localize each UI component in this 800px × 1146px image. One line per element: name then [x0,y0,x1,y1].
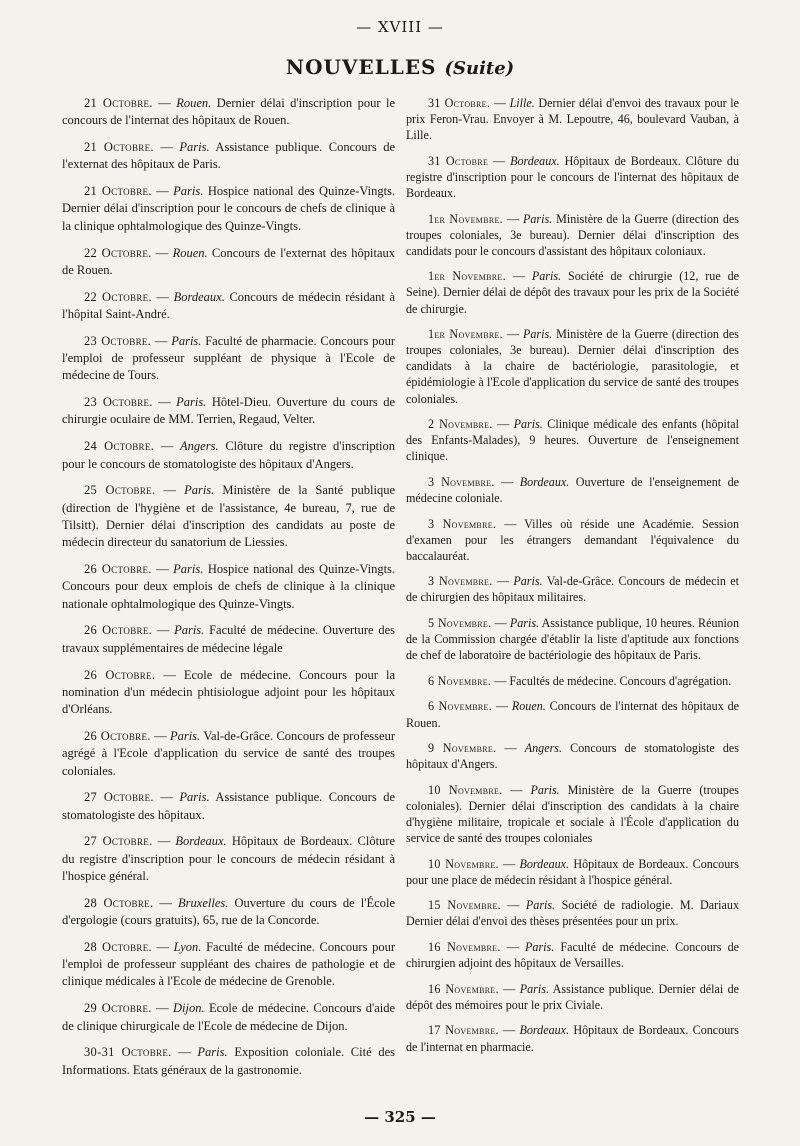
entry-text: Ministère de la Guerre (direction des troupes coloniales, 3e bureau). Dernier délai d'inscription des candidats à la chaire de bactériologie, parasitologie, et épidémiologie à l'Ecole d'application du service de santé des troupes coloniales. [406,327,739,406]
entry-date: 23 Octobre. [84,333,152,348]
entry-city: Paris. [513,417,543,432]
announcement-entry: 22 Octobre. — Bordeaux. Concours de médecin résidant à l'hôpital Saint-André. [62,289,396,321]
right-column [406,95,739,1064]
entry-city: Paris. [522,211,553,226]
entry-date: 23 Octobre. [84,395,153,410]
entry-city: Paris. [509,616,540,631]
entry-text: Clinique médicale des enfants (hôpital des Enfants-Malades), 9 heures. Ouverture de l'enseignement clinique. [406,417,739,464]
entry-text: Faculté de pharmacie. Concours pour l'emploi de professeur suppléant de physique à l'Ecole de médecine de Tours. [62,333,396,383]
announcement-entry: 27 Octobre. — Bordeaux. Hôpitaux de Bordeaux. Clôture du registre d'inscription pour le concours de médecin résidant à l'hospice général. [62,834,396,883]
entry-date: 21 Octobre. [84,96,153,110]
announcement-entry: 5 Novembre. — Paris. Assistance publique, 10 heures. Réunion de la Commission chargée d'établir la liste d'aptitude aux fonctions de chef de laboratoire de bactériologie des hôpitaux de Paris. [406,616,739,663]
entry-text: Société de chirurgie (12, rue de Seine). Dernier délai de dépôt des travaux pour les prix de la Société de chirurgie. [406,269,740,316]
entry-date: 31 Octobre. [428,96,491,110]
entry-text: Dernier délai d'envoi des travaux pour le prix Feron-Vrau. Envoyer à M. Lepoutre, 46, boulevard Vauban, à Lille. [406,96,740,143]
announcement-entry: 22 Octobre. — Rouen. Concours de l'externat des hôpitaux de Rouen. [62,245,396,277]
announcement-entry: 1er Novembre. — Paris. Ministère de la Guerre (direction des troupes coloniales, 3e bureau). Dernier délai d'inscription des candidats à la chaire de bactériologie, parasitologie, et épidémiologie à l'Ecole d'application du service de santé des troupes coloniales. [406,327,739,406]
entry-date: 10 Novembre. [428,856,499,871]
entry-city: Bordeaux. [519,1023,570,1038]
announcement-entry: 3 Novembre. — Bordeaux. Ouverture de l'enseignement de médecine coloniale. [406,474,739,505]
entry-city: Paris. [179,140,210,155]
entry-text: Faculté de médecine. Concours pour l'emploi de professeur suppléant des chaires de pathologie et de clinique médicales à l'Ecole de médecine de Grenoble. [62,939,395,989]
entry-text: Hôpitaux de Bordeaux. Concours de l'internat en pharmacie. [406,1023,739,1054]
running-page-label: — XVIII — [356,18,444,36]
announcement-entry: 3 Novembre. — Villes où réside une Académie. Session d'examen pour les étrangers demandant l'équivalence du baccalauréat. [406,516,739,563]
entry-text: Concours de l'externat des hôpitaux de Rouen. [62,245,396,277]
entry-date: 2 Novembre. [428,417,493,432]
announcement-entry: 30-31 Octobre. — Paris. Exposition coloniale. Cité des Informations. Etats généraux de la gastronomie. [62,1045,395,1077]
entry-date: 26 Octobre. [84,667,156,682]
entry-city: Bordeaux. [519,856,570,871]
entry-text: Société de radiologie. M. Dariaux Dernier délai d'envoi des thèses présentées pour un prix. [406,898,740,929]
entry-city: Paris. [525,898,556,913]
announcement-entry: 21 Octobre. — Paris. Assistance publique. Concours de l'externat des hôpitaux de Paris. [62,140,396,172]
entry-date: 1er Novembre. [428,269,506,284]
entry-text: Assistance publique. Concours de l'externat des hôpitaux de Paris. [62,140,396,172]
entry-date: 27 Octobre. [84,790,154,805]
announcement-entry: 26 Octobre. — Ecole de médecine. Concours pour la nomination d'un médecin phtisiologue adjoint pour les hôpitaux d'Orléans. [62,667,396,717]
entry-date: 3 Novembre. [428,574,493,589]
entry-date: 9 Novembre. [428,741,497,756]
announcement-entry: 16 Novembre. — Paris. Faculté de médecine. Concours de chirurgien adjoint des hôpitaux de Versailles. [406,940,740,971]
entry-date: 6 Novembre. [428,673,492,688]
entry-date: 3 Novembre. [428,516,497,531]
entry-city: Paris. [171,333,202,348]
entry-city: Rouen. [511,699,546,714]
announcement-entry: 21 Octobre. — Paris. Hospice national des Quinze-Vingts. Dernier délai d'inscription pour le concours de chefs de clinique à la clinique ophtalmologique des Quinze-Vingts. [62,184,396,233]
entry-city: Paris. [531,269,562,284]
entry-date: 28 Octobre. [84,895,154,910]
announcement-entry: 24 Octobre. — Angers. Clôture du registre d'inscription pour le concours de stomatologiste des hôpitaux d'Angers. [62,439,396,471]
entry-date: 21 Octobre. [84,140,154,155]
entry-text: Dernier délai d'inscription pour le concours de l'internat des hôpitaux de Rouen. [62,96,396,128]
entry-text: Ministère de la Santé publique (direction de l'hygiène et de l'assistance, 4e bureau, 7, rue de Tilsitt). Dernier délai d'inscription des candidats au poste de médecin directeur du sanatorium de Liessies. [62,483,395,550]
entry-date: 26 Octobre. [84,562,152,577]
announcement-entry: 31 Octobre — Bordeaux. Hôpitaux de Bordeaux. Clôture du registre d'inscription pour le concours de l'internat des hôpitaux de Bordeaux. [406,153,740,200]
announcement-entry: 26 Octobre. — Paris. Faculté de médecine. Ouverture des travaux supplémentaires de médecine légale [62,623,396,655]
entry-date: 27 Octobre. [84,834,153,849]
announcement-entry: 1er Novembre. — Paris. Société de chirurgie (12, rue de Seine). Dernier délai de dépôt des travaux pour les prix de la Société de chirurgie. [406,269,740,316]
entry-text: Villes où réside une Académie. Session d'examen pour les étrangers demandant l'équivalence du baccalauréat. [406,516,739,563]
entry-city: Lyon. [173,939,202,954]
entry-date: 29 Octobre. [84,1001,152,1016]
announcement-entry: 16 Novembre. — Paris. Assistance publique. Dernier délai de dépôt des mémoires pour le prix Civiale. [406,981,740,1012]
announcement-entry: 21 Octobre. — Rouen. Dernier délai d'inscription pour le concours de l'internat des hôpitaux de Rouen. [62,96,396,128]
entry-city: Bruxelles. [178,895,229,910]
entry-date: 22 Octobre. [84,245,152,260]
entry-city: Paris. [173,562,204,577]
announcement-entry: 1er Novembre. — Paris. Ministère de la Guerre (direction des troupes coloniales, 3e bureau). Dernier délai d'inscription des candidats pour le concours d'assistant des hôpitaux coloniaux. [406,211,739,258]
entry-text: Val-de-Grâce. Concours de médecin et de chirurgien des hôpitaux militaires. [406,574,739,605]
entry-city: Paris. [197,1045,228,1060]
entry-text: Faculté de médecine. Ouverture des travaux supplémentaires de médecine légale [62,623,396,655]
entry-text: Hospice national des Quinze-Vingts. Dernier délai d'inscription pour le concours de chefs de clinique à la clinique ophtalmologique des Quinze-Vingts. [62,184,396,233]
entry-date: 1er Novembre. [428,211,503,226]
entry-date: 26 Octobre. [84,623,153,638]
entry-text: Clôture du registre d'inscription pour le concours de stomatologiste des hôpitaux d'Angers. [62,439,396,471]
announcement-entry: 28 Octobre. — Bruxelles. Ouverture du cours de l'École d'ergologie (cours gratuits), 65, rue de la Concorde. [62,895,395,928]
entry-date: 5 Novembre. [428,616,492,631]
entry-city: Paris. [179,790,210,805]
title-suffix: (Suite) [444,58,515,79]
entry-text: Assistance publique. Concours de stomatologiste des hôpitaux. [62,790,396,822]
entry-date: 15 Novembre. [428,898,501,913]
announcement-entry: 10 Novembre. — Bordeaux. Hôpitaux de Bordeaux. Concours pour une place de médecin résidant à l'hospice général. [406,856,739,887]
announcement-entry: 27 Octobre. — Paris. Assistance publique. Concours de stomatologiste des hôpitaux. [62,790,396,822]
entry-city: Paris. [519,981,549,996]
entry-text: Hôpitaux de Bordeaux. Clôture du registre d'inscription pour le concours de médecin résidant à l'hospice général. [62,834,396,883]
entry-date: 25 Octobre. [84,483,156,498]
entry-city: Bordeaux. [173,289,225,304]
entry-text: Exposition coloniale. Cité des Informations. Etats généraux de la gastronomie. [62,1045,395,1077]
entry-city: Paris. [513,574,543,589]
entry-date: 6 Novembre. [428,699,493,714]
entry-city: Rouen. [172,245,208,260]
entry-text: Concours de médecin résidant à l'hôpital Saint-André. [62,289,396,321]
entry-text: Facultés de médecine. Concours d'agrégation. [509,673,732,688]
announcement-entry: 10 Novembre. — Paris. Ministère de la Guerre (troupes coloniales). Dernier délai d'inscription des candidats à la chaire d'hygiène militaire, tropicale et sociale à l'École d'application du service de santé des troupes coloniales [406,782,740,846]
page-number: — 325 — [364,1108,436,1126]
entry-date: 28 Octobre. [84,939,152,954]
entry-city: Rouen. [176,96,212,110]
entry-date: 21 Octobre. [84,184,152,199]
entry-text: Faculté de médecine. Concours de chirurgien adjoint des hôpitaux de Versailles. [406,940,740,971]
announcement-entry: 26 Octobre. — Paris. Val-de-Grâce. Concours de professeur agrégé à l'Ecole d'application du service de santé des troupes coloniales. [62,728,395,778]
announcement-entry: 6 Novembre. — Rouen. Concours de l'internat des hôpitaux de Rouen. [406,699,740,730]
entry-text: Ouverture du cours de l'École d'ergologie (cours gratuits), 65, rue de la Concorde. [62,895,395,928]
announcement-entry: 26 Octobre. — Paris. Hospice national des Quinze-Vingts. Concours pour deux emplois de chefs de clinique à la clinique nationale ophtalmologique des Quinze-Vingts. [62,562,396,611]
entry-city: Paris. [184,483,215,498]
entry-date: 17 Novembre. [428,1023,499,1038]
entry-date: 24 Octobre. [84,439,155,454]
announcement-entry: 17 Novembre. — Bordeaux. Hôpitaux de Bordeaux. Concours de l'internat en pharmacie. [406,1023,739,1054]
entry-text: Ecole de médecine. Concours pour la nomination d'un médecin phtisiologue adjoint pour les hôpitaux d'Orléans. [62,667,396,717]
entry-date: 10 Novembre. [428,782,503,797]
entry-city: Lille. [509,96,535,110]
entry-city: Bordeaux. [510,153,560,168]
entry-date: 16 Novembre. [428,981,499,996]
entry-text: Ecole de médecine. Concours d'aide de clinique chirurgicale de l'Ecole de médecine de Dijon. [62,1001,396,1033]
entry-date: 16 Novembre. [428,940,501,955]
entry-city: Paris. [174,623,205,638]
entry-city: Angers. [524,741,563,756]
page-title [0,55,800,79]
entry-text: Hospice national des Quinze-Vingts. Concours pour deux emplois de chefs de clinique à la clinique nationale ophtalmologique des Quinze-Vingts. [62,562,396,611]
entry-city: Bordeaux. [519,474,570,489]
entry-city: Paris. [173,184,204,199]
entry-date: 3 Novembre. [428,474,495,489]
entry-date: 22 Octobre. [84,289,152,304]
entry-text: Assistance publique, 10 heures. Réunion de la Commission chargée d'établir la liste d'aptitude aux fonctions de chef de laboratoire de bactériologie des hôpitaux de Paris. [406,616,739,663]
entry-city: Bordeaux. [175,834,227,849]
entry-city: Paris. [522,327,553,342]
entry-text: Hôpitaux de Bordeaux. Clôture du registre d'inscription pour le concours de l'internat des hôpitaux de Bordeaux. [406,153,740,200]
announcement-entry: 23 Octobre. — Paris. Hôtel-Dieu. Ouverture du cours de chirurgie oculaire de MM. Terrien, Regaud, Velter. [62,395,396,427]
entry-text: Concours de l'internat des hôpitaux de Rouen. [406,699,740,730]
entry-date: 26 Octobre. [84,728,151,743]
entry-text: Concours de stomatologiste des hôpitaux d'Angers. [406,741,739,772]
announcement-entry: 2 Novembre. — Paris. Clinique médicale des enfants (hôpital des Enfants-Malades), 9 heures. Ouverture de l'enseignement clinique. [406,417,739,464]
title-text: NOUVELLES [285,55,437,79]
entry-date: 31 Octobre [428,153,489,168]
announcement-entry: 28 Octobre. — Lyon. Faculté de médecine. Concours pour l'emploi de professeur suppléant des chaires de pathologie et de clinique médicales à l'Ecole de médecine de Grenoble. [62,939,395,989]
announcement-entry: 9 Novembre. — Angers. Concours de stomatologiste des hôpitaux d'Angers. [406,741,739,772]
entry-city: Angers. [180,439,219,454]
announcement-entry: 29 Octobre. — Dijon. Ecole de médecine. Concours d'aide de clinique chirurgicale de l'Ecole de médecine de Dijon. [62,1001,396,1033]
entry-text: Assistance publique. Dernier délai de dépôt des mémoires pour le prix Civiale. [406,981,740,1012]
entry-city: Paris. [525,940,555,955]
entry-date: 1er Novembre. [428,327,503,342]
announcement-entry: 15 Novembre. — Paris. Société de radiologie. M. Dariaux Dernier délai d'envoi des thèses présentées pour un prix. [406,898,740,929]
announcement-entry: 3 Novembre. — Paris. Val-de-Grâce. Concours de médecin et de chirurgien des hôpitaux militaires. [406,574,739,605]
entry-city: Paris. [176,395,207,410]
entry-city: Dijon. [172,1001,205,1016]
entry-city: Paris. [169,728,201,743]
entry-text: Ministère de la Guerre (troupes coloniales). Dernier délai d'inscription des candidats à la chaire d'hygiène militaire, tropicale et sociale à l'École d'application du service de santé des troupes coloniales [406,782,740,846]
entry-date: 30-31 Octobre. [84,1045,172,1060]
entry-text: Hôtel-Dieu. Ouverture du cours de chirurgie oculaire de MM. Terrien, Regaud, Velter. [62,395,396,427]
entry-text: Ministère de la Guerre (direction des troupes coloniales, 3e bureau). Dernier délai d'inscription des candidats pour le concours d'assistant des hôpitaux coloniaux. [406,211,739,258]
entry-text: Ouverture de l'enseignement de médecine coloniale. [406,474,739,505]
entry-city: Paris. [530,782,560,797]
announcement-entry: 23 Octobre. — Paris. Faculté de pharmacie. Concours pour l'emploi de professeur suppléant de physique à l'Ecole de médecine de Tours. [62,333,396,383]
announcement-entry: 6 Novembre. — Facultés de médecine. Concours d'agrégation. [428,673,732,688]
entry-text: Val-de-Grâce. Concours de professeur agrégé à l'Ecole d'application du service de santé des troupes coloniales. [62,728,395,778]
left-column [62,95,395,1088]
announcement-entry: 25 Octobre. — Paris. Ministère de la Santé publique (direction de l'hygiène et de l'assistance, 4e bureau, 7, rue de Tilsitt). Dernier délai d'inscription des candidats au poste de médecin directeur du sanatorium de Liessies. [62,483,395,550]
announcement-entry: 31 Octobre. — Lille. Dernier délai d'envoi des travaux pour le prix Feron-Vrau. Envoyer à M. Lepoutre, 46, boulevard Vauban, à Lille. [406,96,740,143]
entry-text: Hôpitaux de Bordeaux. Concours pour une place de médecin résidant à l'hospice général. [406,856,739,887]
